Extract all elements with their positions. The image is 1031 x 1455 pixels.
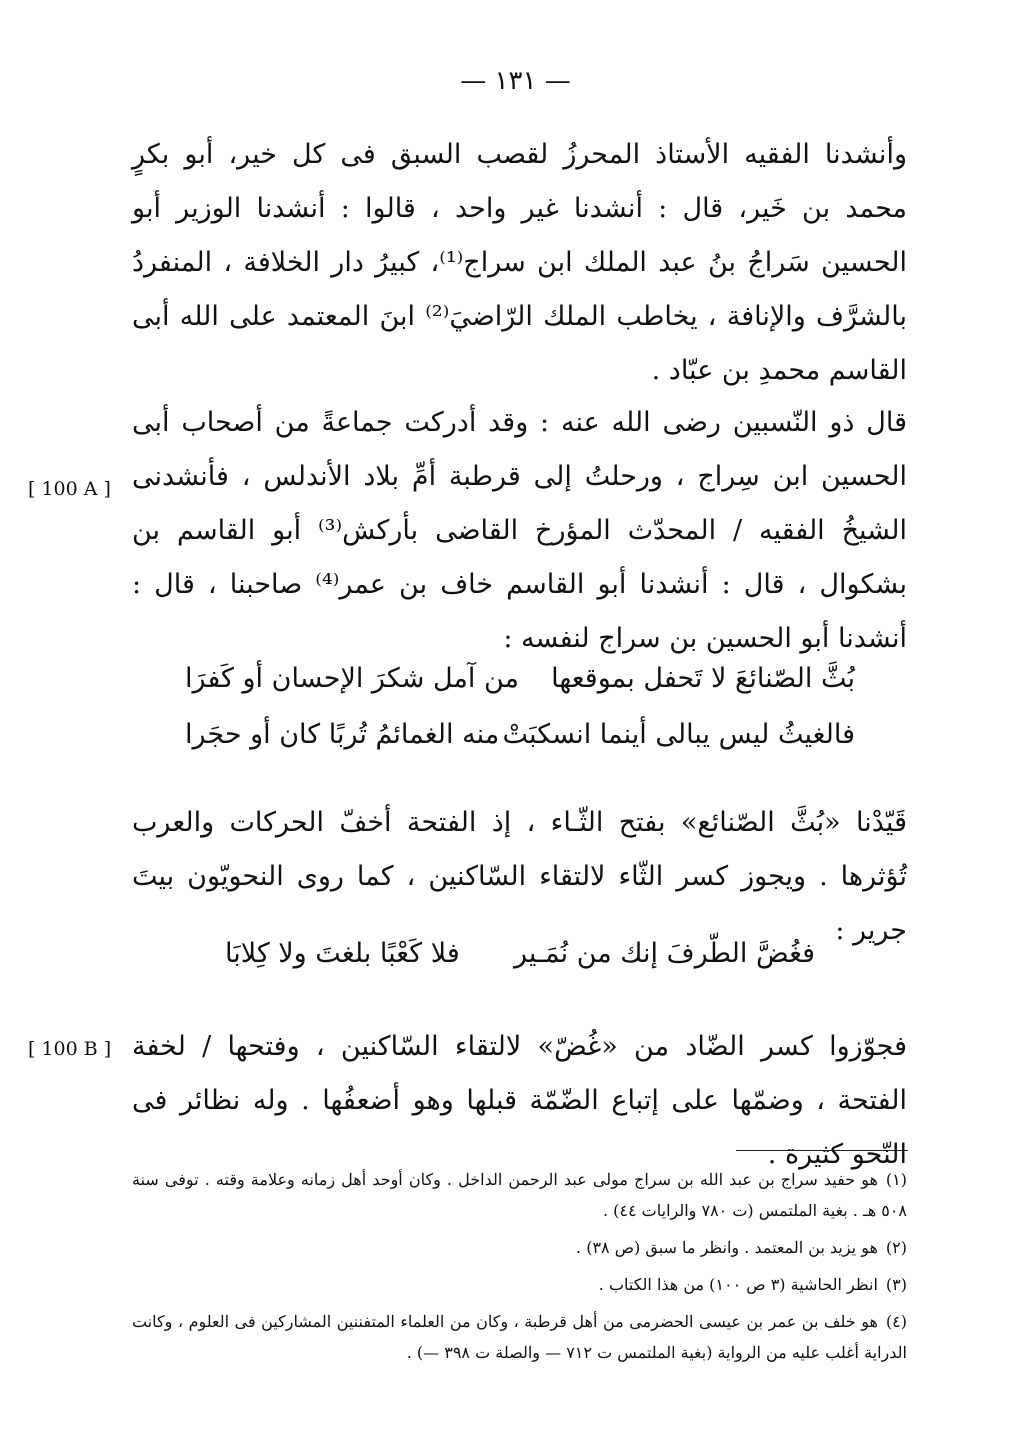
footnote [132, 1232, 907, 1263]
paragraph-4 [132, 1020, 907, 1182]
paragraph-2-text: قال ذو النّسبين رضى الله عنه : وقد أدركت جماعةً من أصحاب أبى الحسين ابن سِراج ، ورحلتُ إلى قرطبة أمِّ بلاد الأندلس ، فأنشدنى الشيخُ الفقيه / المحدّث المؤرخ القاضى بأركش⁽³⁾ أبو القاسم بن بشكوال ، قال : أنشدنا أبو القاسم خاف بن عمر⁽⁴⁾ صاحبنا ، قال : أنشدنا أبو الحسين بن سراج لنفسه : [132, 407, 907, 654]
footnote-number: (٣) [885, 1275, 907, 1294]
footnote-number: (٢) [885, 1238, 907, 1257]
paragraph-2 [132, 396, 907, 666]
verse-hemistich-first: فالغيثُ ليس يبالى أينما انسكبَتْ [502, 718, 855, 750]
footnote [132, 1269, 907, 1300]
footnote-number: (٤) [885, 1312, 907, 1331]
footnote-number: (١) [885, 1170, 908, 1189]
footnotes [132, 1164, 907, 1374]
margin-note-100b: [ 100 B ] [28, 1038, 112, 1060]
paragraph-1-text: وأنشدنا الفقيه الأستاذ المحرزُ لقصب السبق فى كل خير، أبو بكرٍ محمد بن خَير، قال : أنشدنا غير واحد ، قالوا : أنشدنا الوزير أبو الحسين سَراجُ بنُ عبد الملك ابن سراج⁽¹⁾، كبيرُ دار الخلافة ، المنفردُ بالشرَّف والإنافة ، يخاطب الملك الرّاضيَ⁽²⁾ ابنَ المعتمد على الله أبى القاسم محمدِ بن عبّاد . [132, 139, 908, 386]
footnote [132, 1164, 907, 1226]
verse-block-2 [225, 925, 815, 981]
footnote-text: هو يزيد بن المعتمد . وانظر ما سبق (ص ٣٨) . [576, 1238, 878, 1257]
footnote-text: انظر الحاشية (٣ ص ١٠٠) من هذا الكتاب . [598, 1275, 878, 1294]
paragraph-1 [132, 128, 907, 398]
margin-note-100a: [ 100 A ] [28, 478, 111, 500]
verse-block-1 [185, 650, 855, 762]
verse-hemistich-second: منه الغمائمُ تُربًا كان أو حجَرا [185, 718, 500, 750]
footnote-text: هو خلف بن عمر بن عيسى الحضرمى من أهل قرطبة ، وكان من العلماء المتفننين المشاركين فى العلوم ، وكانت الدراية أغلب عليه من الرواية (بغية الملتمس ت ٧١٢ — والصلة ت ٣٩٨ —) . [132, 1312, 907, 1362]
verse-line [225, 925, 815, 981]
verse-line [185, 650, 855, 706]
paragraph-3-text: قَيّدْنا «بُثَّ الصّنائع» بفتح الثّـاء ، إذ الفتحة أخفّ الحركات والعرب تُؤثرها . ويجوز كسر الثّاء لالتقاء السّاكنين ، كما روى النحويّون بيتَ جرير : [132, 807, 907, 946]
page-number: — ١٣١ — [460, 66, 571, 96]
verse-hemistich-second: من آمل شكرَ الإحسان أو كَفرَا [185, 662, 519, 694]
footnote-text: هو حفيد سراج بن عبد الله بن سراج مولى عبد الرحمن الداخل . وكان أوحد أهل زمانه وعلامة وقته . توفى سنة ٥٠٨ هـ . بغية الملتمس (ت ٧٨٠ والرايات ٤٤) . [132, 1170, 907, 1220]
verse-hemistich-second: فلا كَعْبًا بلغتَ ولا كِلابَا [225, 937, 460, 969]
verse-line [185, 706, 855, 762]
footnote [132, 1306, 907, 1368]
verse-hemistich-first: فغُضَّ الطّرفَ إنك من نُمَـير [514, 937, 815, 969]
paragraph-4-text: فجوّزوا كسر الضّاد من «غُضّ» لالتقاء السّاكنين ، وفتحها / لخفة الفتحة ، وضمّها على إتباع الضّمّة قبلها وهو أضعفُها . وله نظائر فى النّحو كثيرة . [132, 1031, 907, 1170]
footnote-divider [736, 1150, 908, 1151]
verse-hemistich-first: بُثَّ الصّنائعَ لا تَحفل بموقعها [551, 662, 855, 694]
